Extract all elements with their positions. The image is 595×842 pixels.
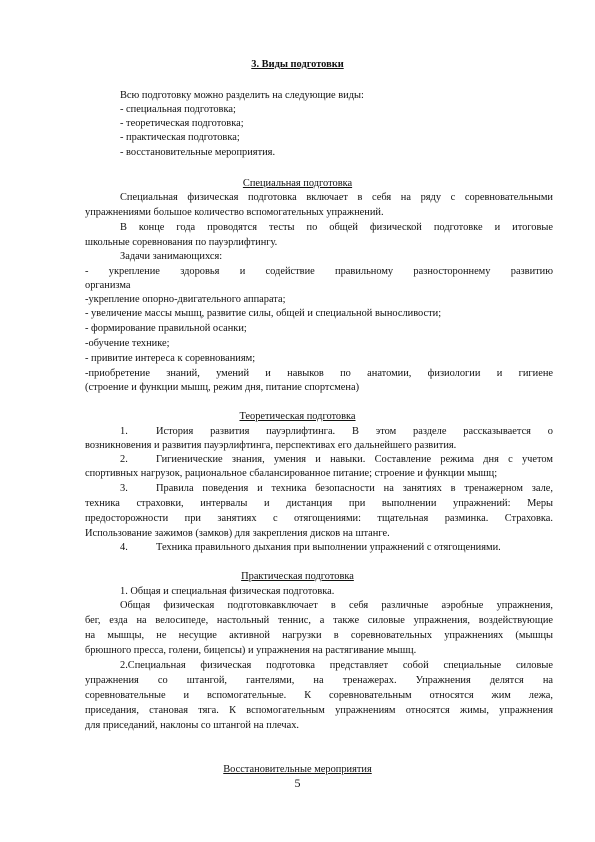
paragraph-line: История развития пауэрлифтинга. В этом разделе рассказывается о — [156, 426, 553, 437]
paragraph-line: Задачи занимающихся: — [120, 251, 223, 262]
paragraph-line: - формирование правильной осанки; — [85, 323, 247, 334]
paragraph-line: приседания, становая тяга. К вспомогательным упражнениям относятся жимы, упражнения — [85, 705, 553, 716]
paragraph-line: Специальная физическая подготовка включает в себя на ряду с соревновательными — [120, 192, 553, 203]
page-number: 5 — [294, 776, 301, 790]
paragraph-line: -обучение технике; — [85, 338, 170, 349]
intro-lead: Всю подготовку можно разделить на следующие виды: — [120, 90, 364, 101]
paragraph-line: - привитие интереса к соревнованиям; — [85, 353, 256, 364]
practice-heading: Практическая подготовка — [241, 571, 354, 582]
theory-heading: Теоретическая подготовка — [239, 411, 356, 422]
paragraph-line: Правила поведения и техника безопасности на занятиях в тренажерном зале, — [156, 483, 553, 494]
paragraph-line: -укрепление опорно-двигательного аппарата; — [85, 294, 286, 305]
list-item: - восстановительные мероприятия. — [120, 147, 276, 158]
special-heading: Специальная подготовка — [242, 178, 353, 189]
paragraph-line: брюшного пресса, голени, бицепсы) и упражнения на растягивание мышц. — [85, 645, 417, 656]
paragraph-line: предосторожности при занятиях с отягощениями: тщательная разминка. Страховка. — [85, 513, 553, 524]
list-number: 2. — [120, 454, 128, 465]
paragraph-line: техника страховки, интервалы и дистанция при выполнении упражнений: Меры — [85, 498, 553, 509]
paragraph-line: упражнениями большое количество вспомогательных упражнений. — [85, 207, 384, 218]
section-title: 3. Виды подготовки — [251, 59, 344, 70]
list-number: 3. — [120, 483, 128, 494]
list-number: 1. — [120, 426, 128, 437]
paragraph-line: - укрепление здоровья и содействие правильному разностороннему развитию — [85, 266, 553, 277]
paragraph-line: Общая физическая подготовкавключает в себя различные аэробные упражнения, — [120, 600, 553, 611]
paragraph-line: 1. Общая и специальная физическая подготовка. — [120, 586, 335, 597]
list-item: - практическая подготовка; — [120, 132, 240, 143]
paragraph-line: упражнения со штангой, гантелями, на тренажерах. Упражнения делятся на — [85, 675, 553, 686]
paragraph-line: (строение и функции мышц, режим дня, питание спортсмена) — [85, 382, 360, 393]
recovery-heading: Восстановительные мероприятия — [223, 764, 372, 775]
paragraph-line: В конце года проводятся тесты по общей физической подготовке и итоговые — [120, 222, 553, 233]
paragraph-line: 2.Специальная физическая подготовка представляет собой специальные силовые — [120, 660, 553, 671]
paragraph-line: Использование зажимов (замков) для закрепления дисков на штанге. — [85, 528, 390, 539]
paragraph-line: школьные соревнования по пауэрлифтингу. — [85, 237, 278, 248]
paragraph-line: бег, езда на велосипеде, настольный теннис, а также силовые упражнения, воздействующие — [85, 615, 553, 626]
paragraph-line: возникновения и развития пауэрлифтинга, перспективах его дальнейшего развития. — [85, 440, 457, 451]
paragraph-line: Гигиенические знания, умения и навыки. Составление режима дня с учетом — [156, 454, 553, 465]
paragraph-line: Техника правильного дыхания при выполнении упражнений с отягощениями. — [156, 542, 501, 553]
paragraph-line: соревновательные и вспомогательные. К соревновательным относятся жим лежа, — [85, 690, 553, 701]
paragraph-line: -приобретение знаний, умений и навыков по анатомии, физиологии и гигиене — [85, 368, 553, 379]
paragraph-line: - увеличение массы мышц, развитие силы, общей и специальной выносливости; — [85, 308, 442, 319]
list-item: - теоретическая подготовка; — [120, 118, 244, 129]
paragraph-line: организма — [85, 280, 131, 291]
paragraph-line: спортивных нагрузок, рациональное сбалансированное питание; строение и функции мышц; — [85, 468, 498, 479]
list-number: 4. — [120, 542, 128, 553]
paragraph-line: на мышцы, не несущие активной нагрузки в соревновательных упражнениях (мышцы — [85, 630, 553, 641]
list-item: - специальная подготовка; — [120, 104, 236, 115]
paragraph-line: для приседаний, наклоны со штангой на плечах. — [85, 720, 299, 731]
